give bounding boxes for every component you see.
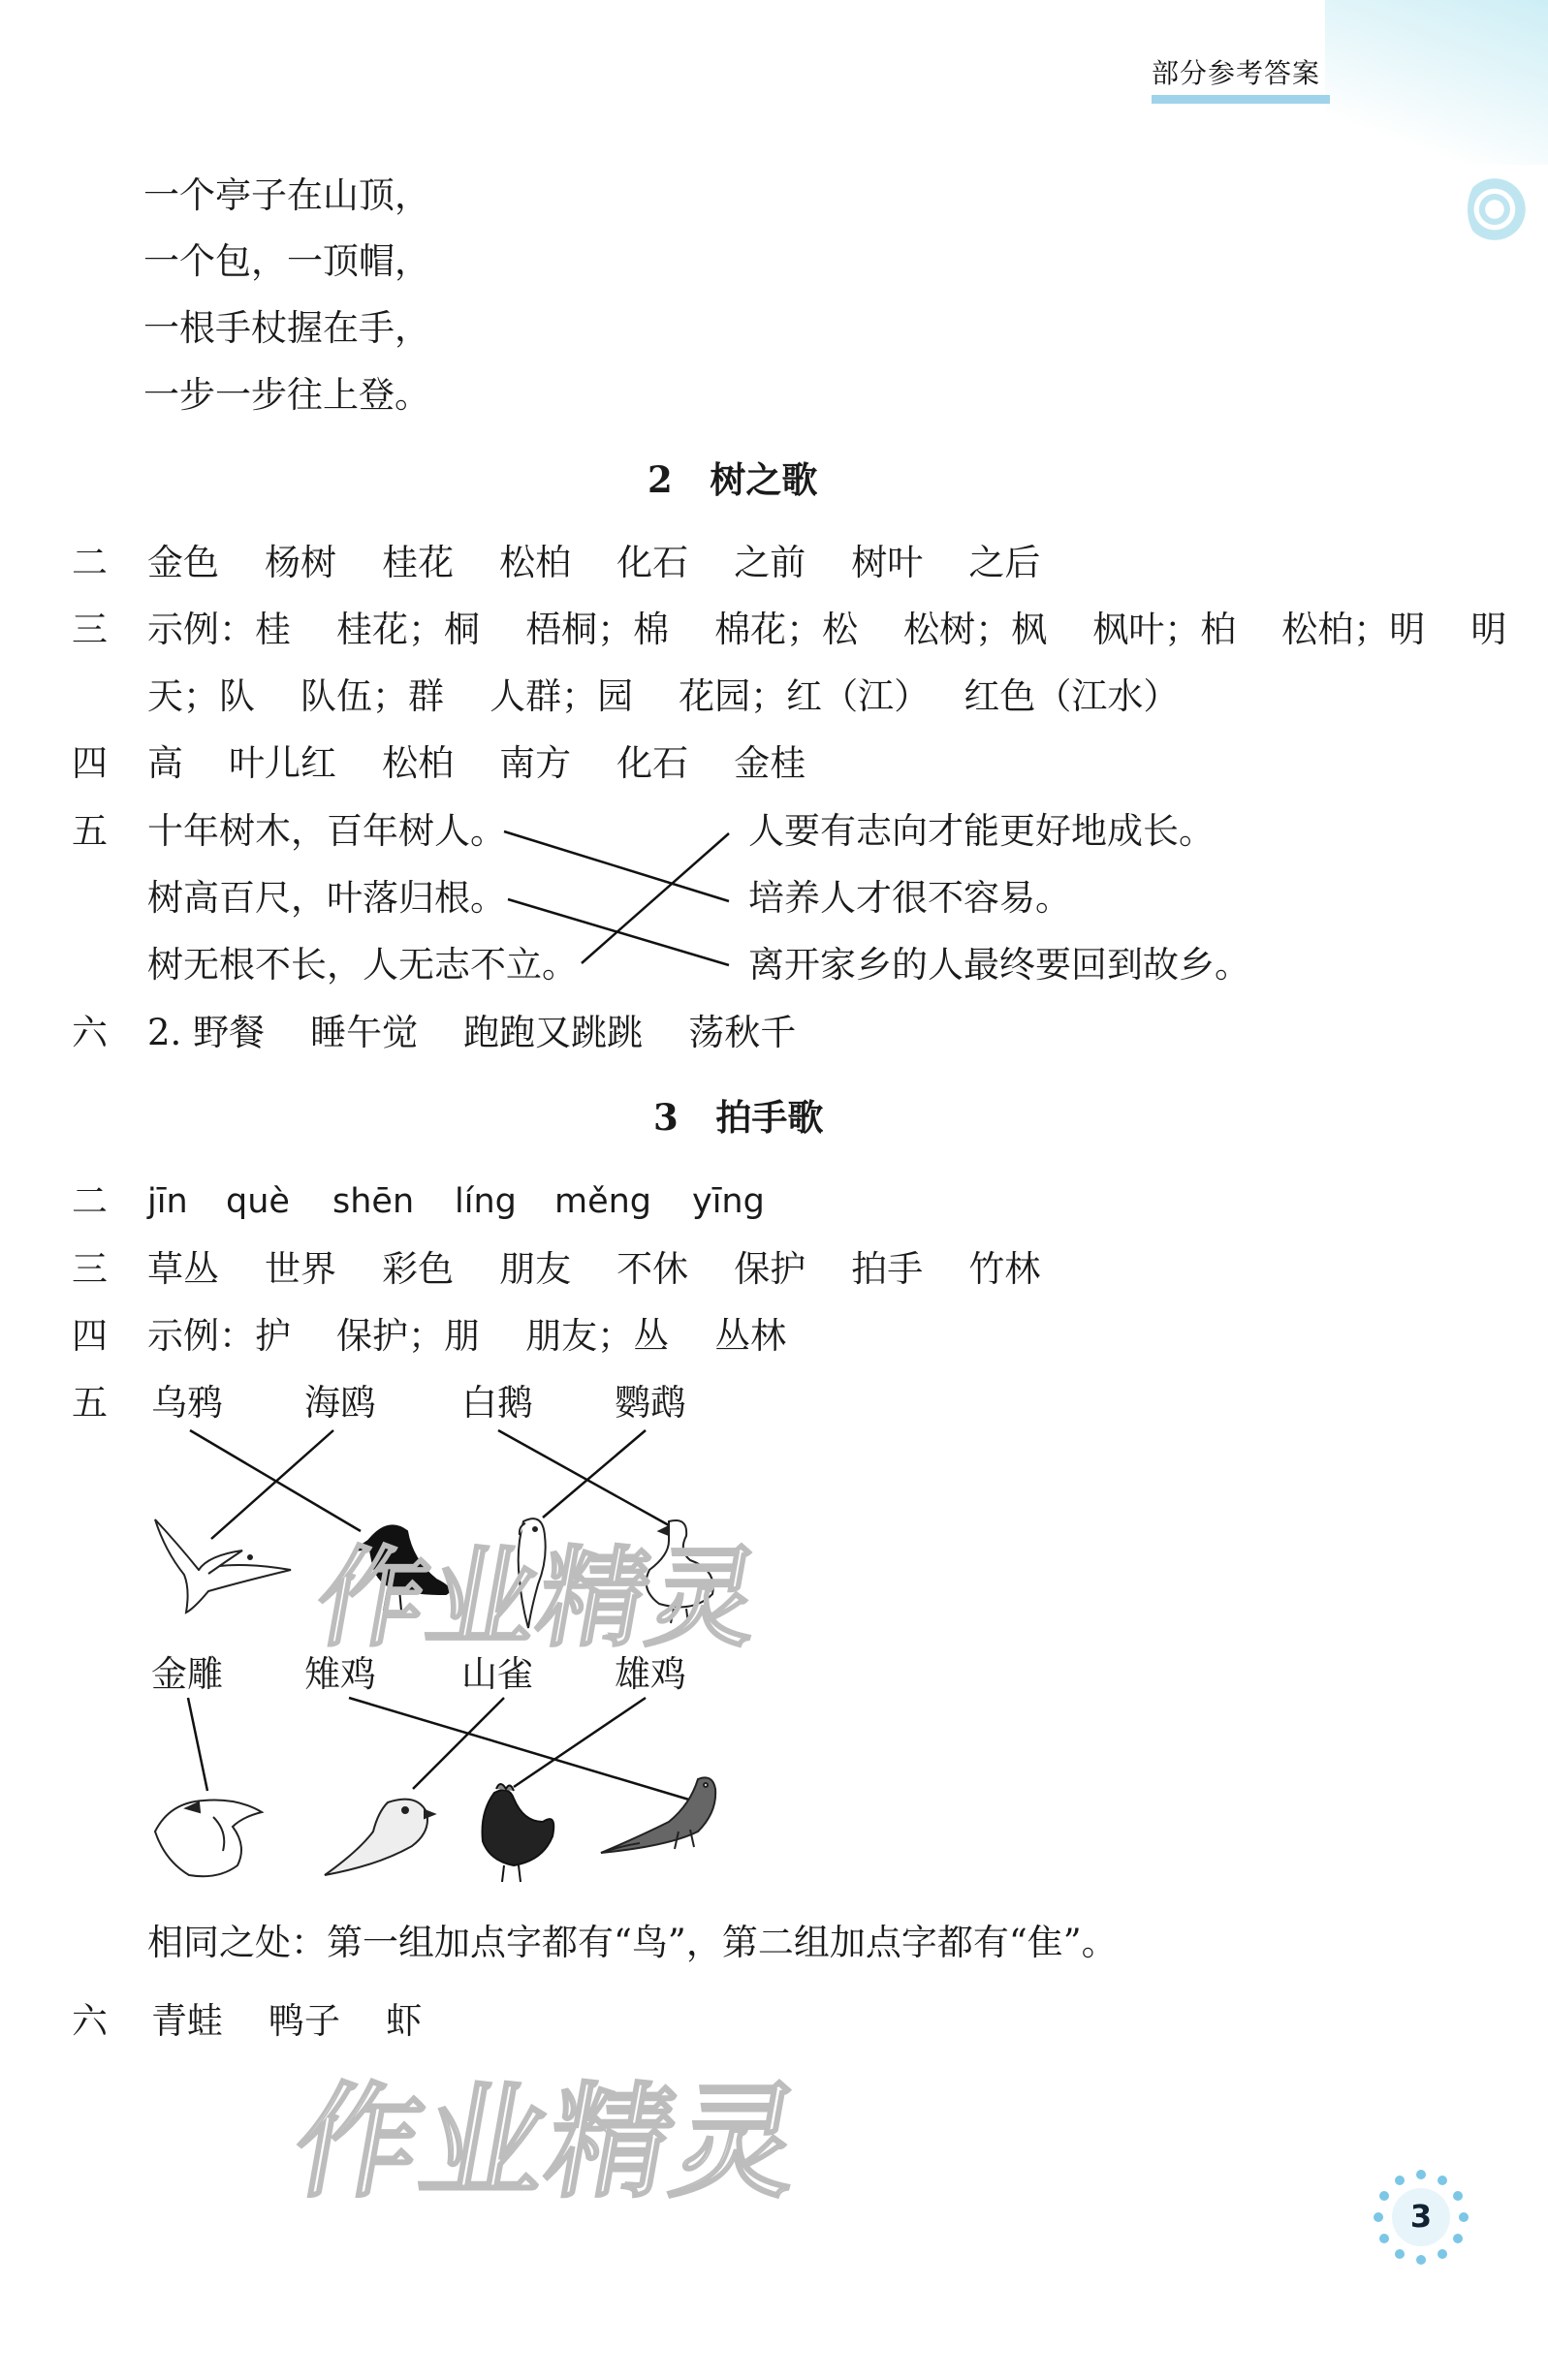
poem-line: 一步一步往上登。 xyxy=(143,374,430,416)
match-left-item: 树高百尺，叶落归根。 xyxy=(147,877,506,919)
pinyin-word: què xyxy=(226,1182,290,1221)
question-label: 二 xyxy=(72,542,108,583)
lesson-number: 3 xyxy=(653,1096,679,1139)
bird-word: 乌鸦 xyxy=(151,1382,223,1424)
pinyin-word: líng xyxy=(455,1182,517,1221)
pinyin-word: měng xyxy=(554,1182,652,1221)
question-label: 六 xyxy=(72,2000,108,2042)
page-number: 3 xyxy=(1409,2198,1433,2235)
answer-text: 青蛙 鸭子 虾 xyxy=(151,2000,423,2042)
sparrow-icon xyxy=(325,1800,434,1875)
watermark: 作业精灵 xyxy=(283,2071,814,2215)
answer-text: 草丛 世界 彩色 朋友 不休 保护 拍手 竹林 xyxy=(147,1248,1041,1290)
match-right-item: 人要有志向才能更好地成长。 xyxy=(748,810,1215,852)
match-right-item: 培养人才很不容易。 xyxy=(748,877,1071,919)
bird-word: 山雀 xyxy=(461,1653,533,1695)
bird-word: 白鹅 xyxy=(461,1382,533,1424)
answer-text: 示例：桂 桂花；桐 梧桐；棉 棉花；松 松树；枫 枫叶；柏 松柏；明 明 xyxy=(147,609,1507,650)
match-line xyxy=(514,1698,646,1787)
match-right-item: 离开家乡的人最终要回到故乡。 xyxy=(748,944,1250,986)
pinyin-word: shēn xyxy=(332,1182,415,1221)
bird-word: 雄鸡 xyxy=(615,1653,686,1695)
answer-text: 示例：护 保护；朋 朋友；丛 丛林 xyxy=(147,1315,787,1357)
match-line xyxy=(349,1698,692,1801)
poem-line: 一根手杖握在手， xyxy=(143,307,430,349)
lesson-title: 拍手歌 xyxy=(715,1096,824,1139)
match-left-item: 树无根不长，人无志不立。 xyxy=(147,944,578,986)
pinyin-word: yīng xyxy=(692,1182,765,1221)
bird-word: 金雕 xyxy=(151,1653,223,1695)
answer-text: 金色 杨树 桂花 松柏 化石 之前 树叶 之后 xyxy=(147,542,1041,583)
question-label: 三 xyxy=(72,1248,108,1290)
match-line xyxy=(211,1430,333,1539)
poem-line: 一个亭子在山顶， xyxy=(143,174,430,216)
rooster-icon xyxy=(483,1784,554,1882)
bird-word: 海鸥 xyxy=(304,1382,376,1424)
pheasant-icon xyxy=(601,1777,715,1853)
pinyin-word: jīn xyxy=(147,1182,188,1221)
section-title: 部分参考答案 xyxy=(1152,57,1321,89)
lesson-number: 2 xyxy=(648,458,673,501)
poem-line: 一个包，一顶帽， xyxy=(143,240,430,282)
bird-word: 雉鸡 xyxy=(304,1653,376,1695)
seagull-icon xyxy=(155,1519,291,1613)
summary-text: 相同之处：第一组加点字都有“鸟”，第二组加点字都有“隹”。 xyxy=(147,1922,1118,1963)
question-label: 四 xyxy=(72,1315,108,1357)
answer-text: 2. 野餐 睡午觉 跑跑又跳跳 荡秋千 xyxy=(147,1012,797,1053)
lesson-title: 树之歌 xyxy=(710,458,818,501)
question-label: 二 xyxy=(72,1180,108,1222)
question-label: 四 xyxy=(72,742,108,784)
eagle-icon xyxy=(155,1801,262,1877)
match-line xyxy=(188,1698,207,1791)
answer-text: 天；队 队伍；群 人群；园 花园；红（江） 红色（江水） xyxy=(147,675,1180,717)
bird-word: 鹦鹉 xyxy=(615,1382,686,1424)
match-line xyxy=(413,1698,504,1789)
match-left-item: 十年树木，百年树人。 xyxy=(147,810,506,852)
question-label: 五 xyxy=(72,810,108,852)
answer-text: 高 叶儿红 松柏 南方 化石 金桂 xyxy=(147,742,806,784)
question-label: 三 xyxy=(72,609,108,650)
question-label: 六 xyxy=(72,1012,108,1053)
watermark: 作业精灵 xyxy=(306,1536,772,1662)
question-label: 五 xyxy=(72,1382,108,1424)
